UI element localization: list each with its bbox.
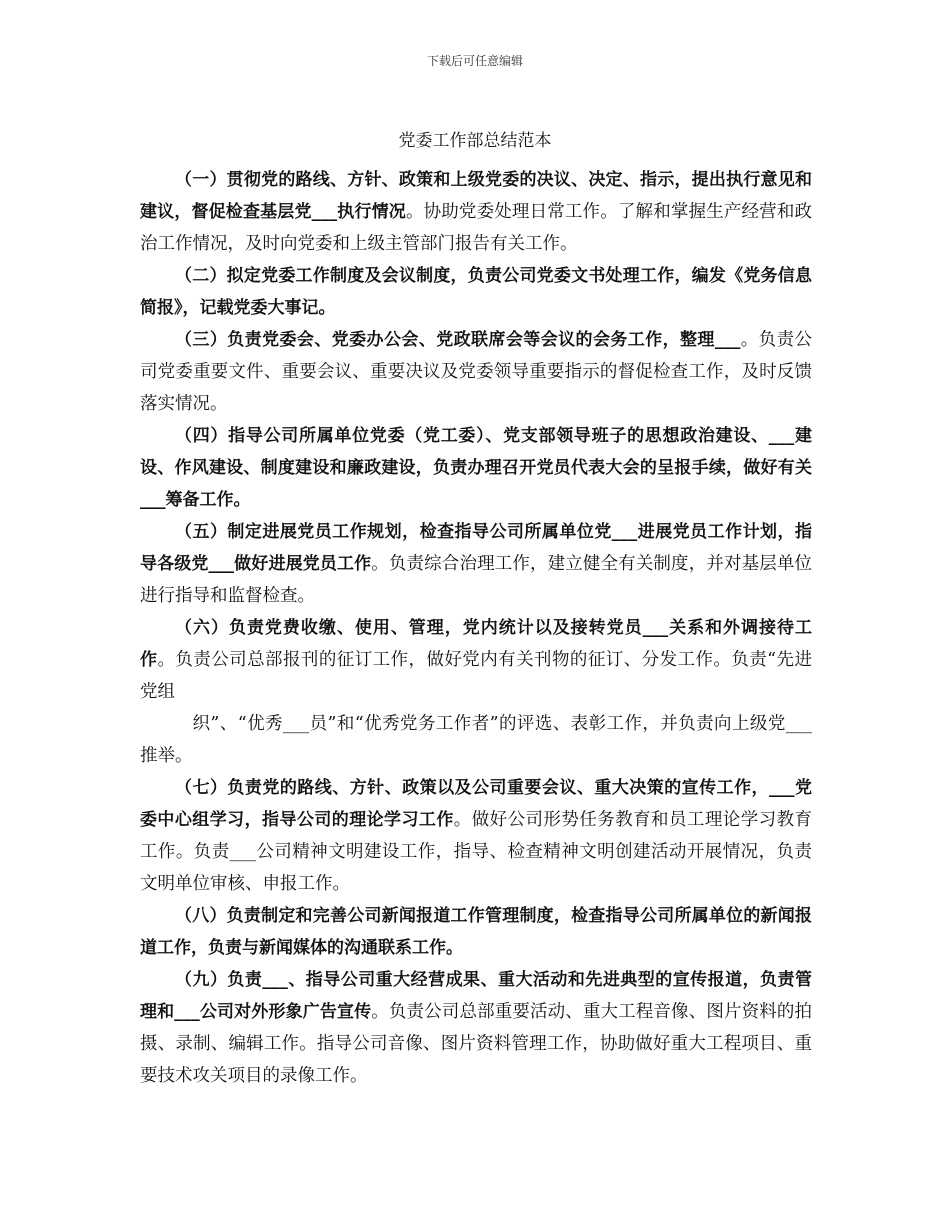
paragraph-6-continued — [140, 708, 812, 772]
paragraph-6c-text: 织”、“优秀___员”和“优秀党务工作者”的评选、表彰工作，并负责向上级党___推举。 — [140, 714, 812, 766]
paragraph-4 — [140, 420, 812, 516]
paragraph-7 — [140, 772, 812, 900]
paragraph-4-bold: （四）指导公司所属单位党委（党工委）、党支部领导班子的思想政治建设、___建设、作风建设、制度建设和廉政建设，负责办理召开党员代表大会的呈报手续，做好有关___筹备工作。 — [140, 426, 812, 510]
paragraph-3-bold: （三）负责党委会、党委办公会、党政联席会等会议的会务工作，整理___ — [175, 330, 741, 350]
paragraph-1-text: 。协助党委处理日常工作。了解和掌握生产经营和政治工作情况，及时向党委和上级主管部门报告有关工作。 — [140, 202, 813, 254]
paragraph-1-bold: （一）贯彻党的路线、方针、政策和上级党委的决议、决定、指示，提出执行意见和建议，督促检查基层党___执行情况 — [140, 170, 812, 222]
paragraph-2-bold: （二）拟定党委工作制度及会议制度，负责公司党委文书处理工作，编发《党务信息简报》，记载党委大事记。 — [140, 266, 812, 318]
document-title: 党委工作部总结范本 — [398, 131, 552, 151]
paragraph-5-text: 。负责综合治理工作，建立健全有关制度，并对基层单位进行指导和监督检查。 — [140, 554, 813, 606]
paragraph-8 — [140, 900, 812, 964]
paragraph-9-bold: （九）负责___、指导公司重大经营成果、重大活动和先进典型的宣传报道，负责管理和___公司对外形象广告宣传 — [140, 970, 812, 1022]
paragraph-3-text: 。负责公司党委重要文件、重要会议、重要决议及党委领导重要指示的督促检查工作，及时反馈落实情况。 — [140, 330, 813, 414]
paragraph-9-text: 。负责公司总部重要活动、重大工程音像、图片资料的拍摄、录制、编辑工作。指导公司音像、图片资料管理工作，协助做好重大工程项目、重要技术攻关项目的录像工作。 — [140, 1002, 813, 1086]
paragraph-5 — [140, 516, 812, 612]
header-note: 下载后可任意编辑 — [426, 54, 523, 68]
paragraph-6-text: 。负责公司总部报刊的征订工作，做好党内有关刊物的征订、分发工作。负责“先进党组 — [140, 650, 812, 702]
paragraph-5-bold: （五）制定进展党员工作规划，检查指导公司所属单位党___进展党员工作计划，指导各级党___做好进展党员工作 — [140, 522, 812, 574]
paragraph-8-bold: （八）负责制定和完善公司新闻报道工作管理制度，检查指导公司所属单位的新闻报道工作，负责与新闻媒体的沟通联系工作。 — [140, 906, 812, 958]
paragraph-2 — [140, 260, 812, 324]
paragraph-9 — [140, 964, 812, 1092]
paragraph-7-text: 。做好公司形势任务教育和员工理论学习教育工作。负责___公司精神文明建设工作，指导、检查精神文明创建活动开展情况，负责文明单位审核、申报工作。 — [140, 810, 813, 894]
paragraph-1 — [140, 164, 812, 260]
paragraph-6-bold: （六）负责党费收缴、使用、管理，党内统计以及接转党员___关系和外调接待工作 — [140, 618, 812, 670]
document-body — [140, 164, 812, 1092]
paragraph-3 — [140, 324, 812, 420]
paragraph-7-bold: （七）负责党的路线、方针、政策以及公司重要会议、重大决策的宣传工作，___党委中心组学习，指导公司的理论学习工作 — [140, 778, 812, 830]
paragraph-6 — [140, 612, 812, 708]
